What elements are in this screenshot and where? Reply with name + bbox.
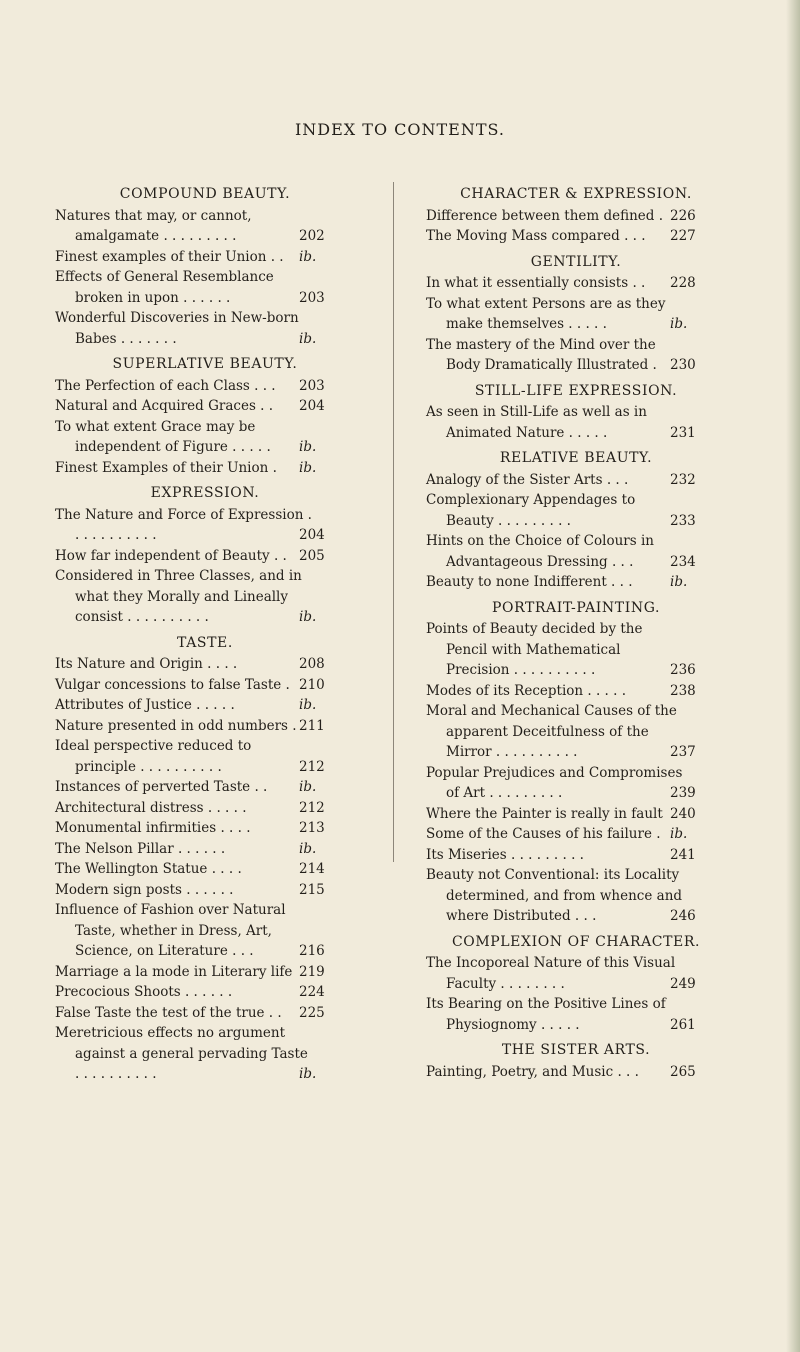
entry-page-number: 213 [299,820,325,836]
entry-page-number: 224 [299,984,325,1000]
entry-page-number: 208 [299,656,325,672]
entry-page-number: 202 [299,228,325,244]
index-entry [426,845,726,866]
entry-page-number: 215 [299,881,325,898]
index-entry [55,458,355,479]
index-entry [426,865,726,927]
index-entry [55,396,355,417]
entry-page-number: ib. [299,330,317,347]
entry-page-number: ib. [299,248,317,265]
entry-text: Instances of perverted Taste . . [55,779,268,795]
entry-page-number: ib. [299,459,317,476]
section-heading: STILL-LIFE EXPRESSION. [474,382,678,399]
entry-text: Natures that may, or cannot, amalgamate . . . . . . . . . [55,207,252,244]
entry-page-number: 246 [670,908,696,924]
entry-text: Architectural distress . . . . . [55,799,247,816]
entry-text: False Taste the test of the true . . [55,1004,282,1021]
entry-text: Meretricious effects no argument against a general pervading Taste . . . . . . . . . . [55,1025,308,1082]
index-entry [55,982,355,1003]
entry-text: Marriage a la mode in Literary life [55,963,293,980]
index-entry [55,675,355,696]
index-entry [55,798,355,819]
index-entry [426,335,726,376]
page-title: INDEX TO CONTENTS. [294,120,506,139]
index-entry [426,619,726,681]
entry-text: Modes of its Reception . . . . . [426,682,627,699]
entry-page-number: 204 [299,527,325,543]
entry-text: Ideal perspective reduced to principle . . . . . . . . . . [55,738,252,775]
entry-text: Vulgar concessions to false Taste . [55,676,290,693]
entry-text: Nature presented in odd numbers . [55,717,297,734]
section-heading: SUPERLATIVE BEAUTY. [112,356,298,372]
entry-page-number: ib. [299,1066,317,1082]
index-entry [55,1003,355,1024]
index-entry [55,900,355,962]
entry-page-number: 228 [670,275,696,291]
entry-text: Attributes of Justice . . . . . [55,697,235,713]
entry-page-number: ib. [670,316,688,332]
entry-text: Points of Beauty decided by the Pencil with Mathematical Precision . . . . . . . . . . [426,621,643,678]
index-entry [426,294,726,335]
entry-page-number: 212 [299,758,325,775]
entry-text: How far independent of Beauty . . [55,547,287,564]
index-entry [426,953,726,994]
entry-page-number: 261 [670,1016,696,1033]
entry-text: Modern sign posts . . . . . . [55,881,234,898]
entry-page-number: 204 [299,398,325,414]
index-entry [426,804,726,825]
entry-text: The Wellington Statue . . . . [55,861,242,877]
entry-text: Beauty to none Indifferent . . . [426,574,633,590]
index-entry [426,1062,726,1083]
entry-page-number: 231 [670,424,696,441]
entry-text: To what extent Grace may be independent of Figure . . . . . [55,418,271,455]
index-entry [426,824,726,845]
entry-page-number: 214 [299,861,325,877]
index-entry [55,206,355,247]
index-entry [426,206,726,227]
entry-page-number: 234 [670,553,696,570]
index-entry [426,226,726,247]
index-entry [55,1023,355,1085]
index-entry [55,376,355,397]
index-entry [55,880,355,901]
entry-page-number: 226 [670,207,696,224]
entry-text: Natural and Acquired Graces . . [55,398,274,414]
entry-text: Painting, Poetry, and Music . . . [426,1063,639,1080]
entry-page-number: 210 [299,676,325,693]
entry-text: The Nature and Force of Expression . . . . . . . . . . . [55,506,312,543]
entry-text: Its Bearing on the Positive Lines of Physiognomy . . . . . [426,996,666,1033]
entry-text: The Perfection of each Class . . . [55,377,276,394]
entry-text: Where the Painter is really in fault [426,805,663,822]
entry-page-number: ib. [299,439,317,455]
entry-text: Finest Examples of their Union . [55,459,277,476]
index-entry [55,859,355,880]
entry-page-number: 233 [670,512,696,529]
entry-text: Effects of General Resemblance broken in upon . . . . . . [55,269,274,306]
entry-text: As seen in Still-Life as well as in Animated Nature . . . . . [426,404,647,441]
entry-page-number: 216 [299,943,325,959]
section-heading: COMPOUND BEAUTY. [119,186,291,202]
index-column-left [55,184,355,1085]
section-heading: THE SISTER ARTS. [501,1042,651,1058]
entry-text: To what extent Persons are as they make themselves . . . . . [426,295,666,332]
entry-page-number: 236 [670,662,696,678]
section-heading: CHARACTER & EXPRESSION. [460,186,692,202]
entry-text: Considered in Three Classes, and in what they Morally and Lineally consist . . . . . . . . . . [55,568,302,625]
page-edge-shadow [786,0,800,1352]
index-entry [426,994,726,1035]
entry-text: Hints on the Choice of Colours in Advantageous Dressing . . . [426,533,654,570]
entry-page-number: 239 [670,785,696,801]
entry-page-number: 265 [670,1063,696,1080]
entry-page-number: 238 [670,682,696,699]
entry-text: Monumental infirmities . . . . [55,820,251,836]
section-heading: TASTE. [177,634,233,651]
index-entry [55,417,355,458]
entry-text: Its Nature and Origin . . . . [55,656,238,672]
section-heading: COMPLEXION OF CHARACTER. [451,933,701,950]
entry-page-number: 230 [670,357,696,373]
index-entry [55,247,355,268]
index-entry [55,654,355,675]
entry-page-number: 205 [299,547,325,564]
index-entry [55,716,355,737]
entry-text: The mastery of the Mind over the Body Dramatically Illustrated . [426,336,657,373]
index-entry [55,546,355,567]
entry-text: Moral and Mechanical Causes of the apparent Deceitfulness of the Mirror . . . . . . . . . . [426,703,677,760]
section-heading: GENTILITY. [530,253,622,270]
index-entry [55,695,355,716]
entry-text: In what it essentially consists . . [426,275,646,291]
entry-page-number: 227 [670,228,696,244]
entry-text: The Moving Mass compared . . . [426,228,646,244]
entry-page-number: ib. [670,574,688,590]
entry-page-number: 232 [670,471,696,488]
entry-page-number: ib. [299,609,317,625]
entry-page-number: 219 [299,963,325,980]
entry-page-number: 241 [670,846,696,863]
index-column-right [426,184,726,1082]
index-entry [426,531,726,572]
entry-text: Analogy of the Sister Arts . . . [426,471,629,488]
entry-page-number: 203 [299,289,325,306]
index-entry [426,490,726,531]
entry-text: Wonderful Discoveries in New-born Babes . . . . . . . [55,310,299,347]
entry-text: Finest examples of their Union . . [55,248,284,265]
index-entry [426,763,726,804]
entry-page-number: 211 [299,717,325,734]
entry-page-number: 237 [670,744,696,760]
entry-page-number: ib. [670,826,688,842]
column-divider [393,182,394,862]
entry-text: Some of the Causes of his failure . [426,826,661,842]
index-entry [55,818,355,839]
section-heading: RELATIVE BEAUTY. [499,450,653,466]
index-entry [55,505,355,546]
index-entry [426,402,726,443]
index-entry [55,267,355,308]
entry-text: Precocious Shoots . . . . . . [55,984,233,1000]
entry-text: The Nelson Pillar . . . . . . [55,840,226,857]
index-entry [426,572,726,593]
entry-text: Complexionary Appendages to Beauty . . . . . . . . . [426,492,636,529]
index-entry [426,681,726,702]
entry-page-number: 203 [299,377,325,394]
entry-text: Its Miseries . . . . . . . . . [426,846,584,863]
index-entry [55,839,355,860]
entry-page-number: 225 [299,1004,325,1021]
entry-text: Beauty not Conventional: its Locality determined, and from whence and where Distributed . . . [426,867,683,924]
index-entry [426,470,726,491]
entry-text: Popular Prejudices and Compromises of Art . . . . . . . . . [426,764,683,801]
index-entry [55,308,355,349]
section-heading: EXPRESSION. [150,485,260,501]
index-entry [55,736,355,777]
index-entry [55,777,355,798]
entry-text: The Incoporeal Nature of this Visual Faculty . . . . . . . . [426,955,676,992]
index-entry [55,566,355,628]
entry-page-number: 240 [670,805,696,822]
entry-page-number: ib. [299,840,317,857]
entry-page-number: 249 [670,975,696,992]
index-entry [426,701,726,763]
entry-page-number: 212 [299,799,325,816]
entry-page-number: ib. [299,697,317,713]
index-entry [426,273,726,294]
entry-text: Influence of Fashion over Natural Taste, whether in Dress, Art, Science, on Literature . . . [55,902,286,959]
entry-text: Difference between them defined . [426,207,664,224]
entry-page-number: ib. [299,779,317,795]
section-heading: PORTRAIT-PAINTING. [491,599,661,616]
index-entry [55,962,355,983]
